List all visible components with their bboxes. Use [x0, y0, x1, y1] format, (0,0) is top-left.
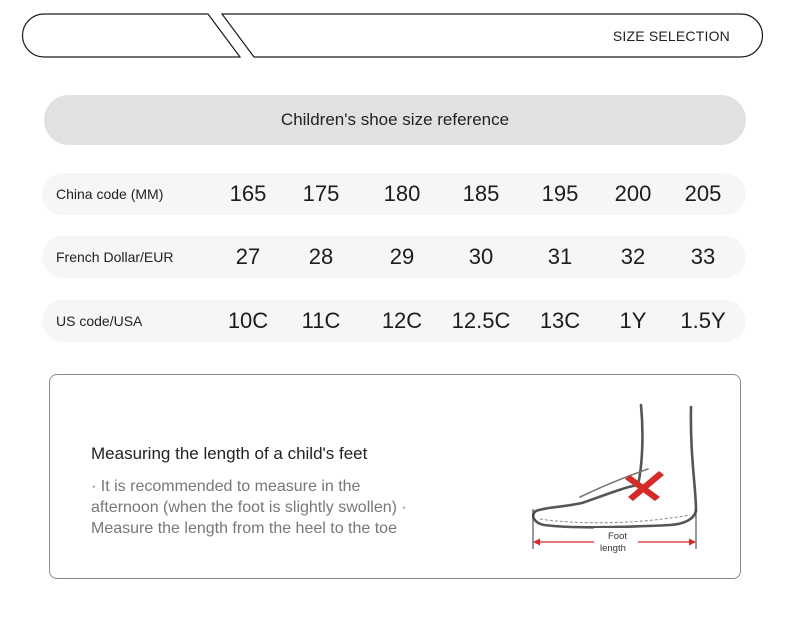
- foot-sole-line: [540, 515, 690, 523]
- foot-length-label: Foot: [608, 531, 628, 542]
- size-selection-title: SIZE SELECTION: [612, 28, 730, 44]
- size-cell: 12.5C: [451, 308, 511, 333]
- size-cell: 30: [468, 244, 494, 269]
- size-cell: 12C: [381, 308, 423, 333]
- size-cell: 1.5Y: [680, 308, 726, 333]
- size-cell: 11C: [301, 308, 341, 333]
- arrow-right-icon: [689, 539, 696, 546]
- foot-length-label: length: [600, 543, 626, 554]
- size-row-eur: [42, 236, 746, 278]
- size-cell: 31: [547, 244, 573, 269]
- size-cell: 185: [462, 181, 500, 206]
- size-cell: 33: [690, 244, 716, 269]
- size-cell: 28: [308, 244, 334, 269]
- size-row-usa: [42, 300, 746, 342]
- row-label: US code/USA: [56, 313, 143, 329]
- size-cell: 165: [229, 181, 267, 206]
- row-label: French Dollar/EUR: [56, 249, 174, 265]
- size-cell: 175: [302, 181, 340, 206]
- size-cell: 10C: [227, 308, 269, 333]
- size-cell: 29: [389, 244, 415, 269]
- measure-title: Measuring the length of a child's feet: [91, 444, 368, 463]
- measure-instruction-line: afternoon (when the foot is slightly swollen) ·: [91, 499, 407, 516]
- row-label: China code (MM): [56, 186, 164, 202]
- size-cell: 195: [541, 181, 579, 206]
- measure-instruction-line: · It is recommended to measure in the: [91, 478, 361, 495]
- header-left-tab: [23, 14, 241, 57]
- size-cell: 200: [614, 181, 652, 206]
- size-cell: 32: [620, 244, 646, 269]
- arrow-left-icon: [533, 539, 540, 546]
- size-cell: 27: [235, 244, 261, 269]
- size-row-china: [42, 173, 746, 215]
- measure-instruction-line: Measure the length from the heel to the toe: [91, 520, 397, 537]
- foot-outline-icon: [533, 405, 696, 527]
- size-cell: 180: [383, 181, 421, 206]
- size-cell: 1Y: [619, 308, 647, 333]
- foot-measure-diagram: [520, 397, 760, 557]
- measure-instructions-panel: [49, 374, 741, 579]
- size-cell: 13C: [539, 308, 581, 333]
- size-cell: 205: [684, 181, 722, 206]
- shoe-size-reference-title: Children's shoe size reference: [44, 95, 746, 145]
